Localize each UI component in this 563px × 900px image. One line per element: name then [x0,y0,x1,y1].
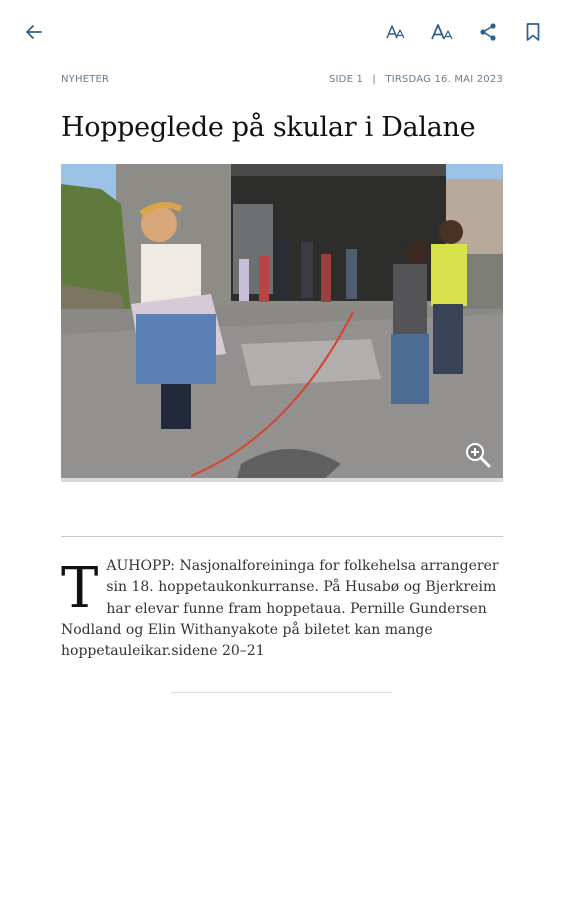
article-meta [61,74,503,90]
divider-bottom [171,692,392,693]
section-label: NYHETER [61,74,110,85]
top-toolbar [0,0,563,62]
font-larger-button[interactable] [427,16,459,48]
meta-separator: | [372,74,376,85]
bookmark-icon [525,22,541,42]
font-smaller-button[interactable] [381,16,413,48]
page-number: SIDE 1 [328,74,364,85]
photo-illustration [61,164,503,482]
page-date-info [329,74,503,85]
article-body-text: AUHOPP: Nasjonalforeininga for folkehelsa arrangerer sin 18. hoppetaukonkurranse. På Husabø og Bjerkreim har elevar funne fram hoppetaua. Pernille Gundersen Nodland og Elin Withanyakote på biletet kan mange hoppetauleikar.sidene 20–21 [61,558,499,660]
text-size-decrease-icon [385,22,409,42]
share-icon [478,22,498,42]
text-size-increase-icon [431,22,455,42]
divider-top [61,536,503,537]
article-photo[interactable] [61,164,503,482]
arrow-left-icon [24,22,44,42]
drop-cap: T [61,556,99,621]
article-headline: Hoppeglede på skular i Dalane [61,112,476,143]
publish-date: TIRSDAG 16. MAI 2023 [385,74,503,85]
bookmark-button[interactable] [517,16,549,48]
back-button[interactable] [18,16,50,48]
zoom-in-icon [463,440,493,470]
zoom-button[interactable] [463,440,493,470]
share-button[interactable] [472,16,504,48]
article-body [61,556,503,662]
